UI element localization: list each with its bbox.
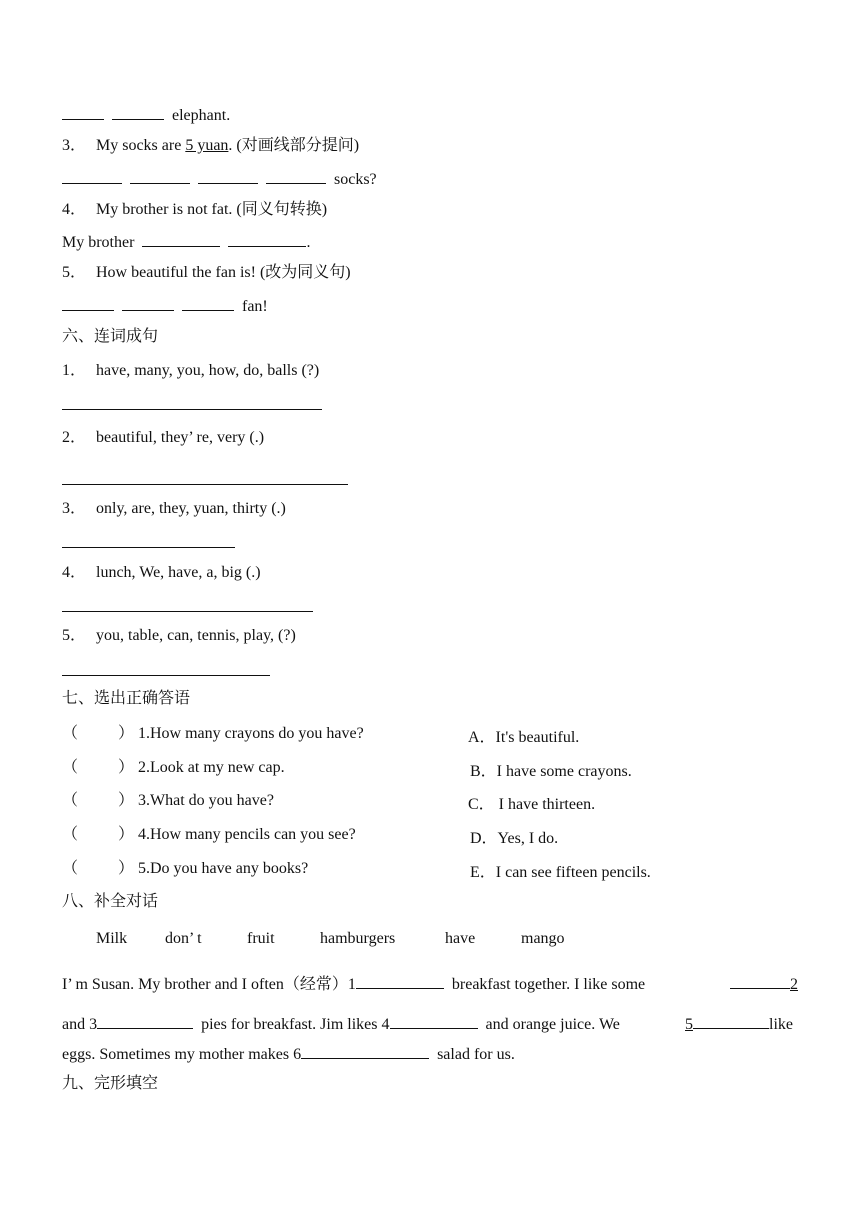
blank[interactable] <box>112 105 164 120</box>
blank-3[interactable] <box>97 1014 193 1029</box>
match-question-1 <box>62 724 364 744</box>
blank-2[interactable]: 2 <box>730 974 798 994</box>
answer-paren[interactable]: （ ） <box>62 860 135 877</box>
question-number: 3． <box>62 137 87 154</box>
blank-4[interactable] <box>390 1014 478 1029</box>
question-text: lunch, We, have, a, big (.) <box>96 564 261 581</box>
question-text: 1.How many crayons do you have? <box>138 725 364 742</box>
match-question-4 <box>62 825 356 845</box>
question-text: My brother is not fat. (同义句转换) <box>96 201 328 218</box>
dialogue-line-3: eggs. Sometimes my mother makes 6 salad for us. <box>62 1046 515 1063</box>
blank[interactable] <box>130 169 190 184</box>
word-bank-item: Milk <box>96 930 128 947</box>
blank[interactable] <box>62 296 114 311</box>
question-3 <box>62 136 359 156</box>
question-number: 4． <box>62 564 87 581</box>
answer-rule[interactable] <box>62 484 348 485</box>
word-bank-item: don’ t <box>165 930 202 947</box>
blank-6[interactable] <box>301 1044 429 1059</box>
answer-rule[interactable] <box>62 547 235 548</box>
word-bank-item: mango <box>521 930 565 947</box>
blank-5[interactable]: 5 like <box>685 1016 793 1033</box>
answer-rule[interactable] <box>62 611 313 612</box>
question-text: 4.How many pencils can you see? <box>138 826 356 843</box>
blank[interactable] <box>182 296 234 311</box>
blank[interactable] <box>142 232 220 247</box>
question-number: 5． <box>62 264 87 281</box>
section-title-6: 六、连词成句 <box>62 328 159 345</box>
line-text: My brother <box>62 234 135 251</box>
question-number: 3． <box>62 500 87 517</box>
question-text: only, are, they, yuan, thirty (.) <box>96 500 286 517</box>
answer-line-4 <box>62 232 310 253</box>
line-text: socks? <box>334 171 377 188</box>
question-text: 3.What do you have? <box>138 792 274 809</box>
underlined-phrase: 5 yuan <box>185 137 229 154</box>
question-text: 2.Look at my new cap. <box>138 759 285 776</box>
blank[interactable] <box>266 169 326 184</box>
reorder-item-5 <box>62 626 296 646</box>
question-4 <box>62 200 327 220</box>
question-number: 1． <box>62 362 87 379</box>
answer-rule[interactable] <box>62 409 322 410</box>
reorder-item-1 <box>62 361 319 381</box>
match-question-5 <box>62 859 308 879</box>
match-answer-a: A．It's beautiful. <box>468 729 580 746</box>
blank[interactable] <box>198 169 258 184</box>
answer-paren[interactable]: （ ） <box>62 826 135 843</box>
line-text: fan! <box>242 298 268 315</box>
word-bank-item: have <box>445 930 476 947</box>
question-5 <box>62 263 351 283</box>
question-instruction: . (对画线部分提问) <box>228 137 360 154</box>
word-bank-item: hamburgers <box>320 930 396 947</box>
answer-line-3 <box>62 169 377 190</box>
reorder-item-4 <box>62 563 261 583</box>
answer-line-2 <box>62 105 230 126</box>
question-text: have, many, you, how, do, balls (?) <box>96 362 320 379</box>
dialogue-line-1: I’ m Susan. My brother and I often（经常）1 breakfast together. I like some <box>62 976 646 993</box>
question-number: 5． <box>62 627 87 644</box>
answer-paren[interactable]: （ ） <box>62 759 135 776</box>
answer-paren[interactable]: （ ） <box>62 792 135 809</box>
blank[interactable] <box>62 169 122 184</box>
reorder-item-3 <box>62 499 286 519</box>
answer-line-5 <box>62 296 268 317</box>
dialogue-line-2: and 3 pies for breakfast. Jim likes 4 and orange juice. We <box>62 1016 620 1033</box>
question-text: beautiful, they’ re, very (.) <box>96 429 265 446</box>
question-number: 2． <box>62 429 87 446</box>
match-answer-e: E．I can see fifteen pencils. <box>470 864 651 881</box>
match-answer-d: D．Yes, I do. <box>470 830 559 847</box>
section-title-7: 七、选出正确答语 <box>62 690 191 707</box>
blank-1[interactable] <box>356 974 444 989</box>
question-text: 5.Do you have any books? <box>138 860 309 877</box>
question-number: 4． <box>62 201 87 218</box>
line-text: . <box>306 234 311 251</box>
question-text: My socks are <box>96 137 186 154</box>
section-title-8: 八、补全对话 <box>62 893 159 910</box>
line-text: elephant. <box>172 107 231 124</box>
reorder-item-2 <box>62 428 264 448</box>
match-question-3 <box>62 791 274 811</box>
question-text: you, table, can, tennis, play, (?) <box>96 627 296 644</box>
match-answer-c: C． I have thirteen. <box>468 796 596 813</box>
match-answer-b: B．I have some crayons. <box>470 763 632 780</box>
blank[interactable] <box>122 296 174 311</box>
word-bank-item: fruit <box>247 930 275 947</box>
match-question-2 <box>62 758 285 778</box>
blank[interactable] <box>228 232 306 247</box>
answer-rule[interactable] <box>62 675 270 676</box>
question-text: How beautiful the fan is! (改为同义句) <box>96 264 351 281</box>
blank[interactable] <box>62 105 104 120</box>
answer-paren[interactable]: （ ） <box>62 725 135 742</box>
section-title-9: 九、完形填空 <box>62 1075 159 1092</box>
